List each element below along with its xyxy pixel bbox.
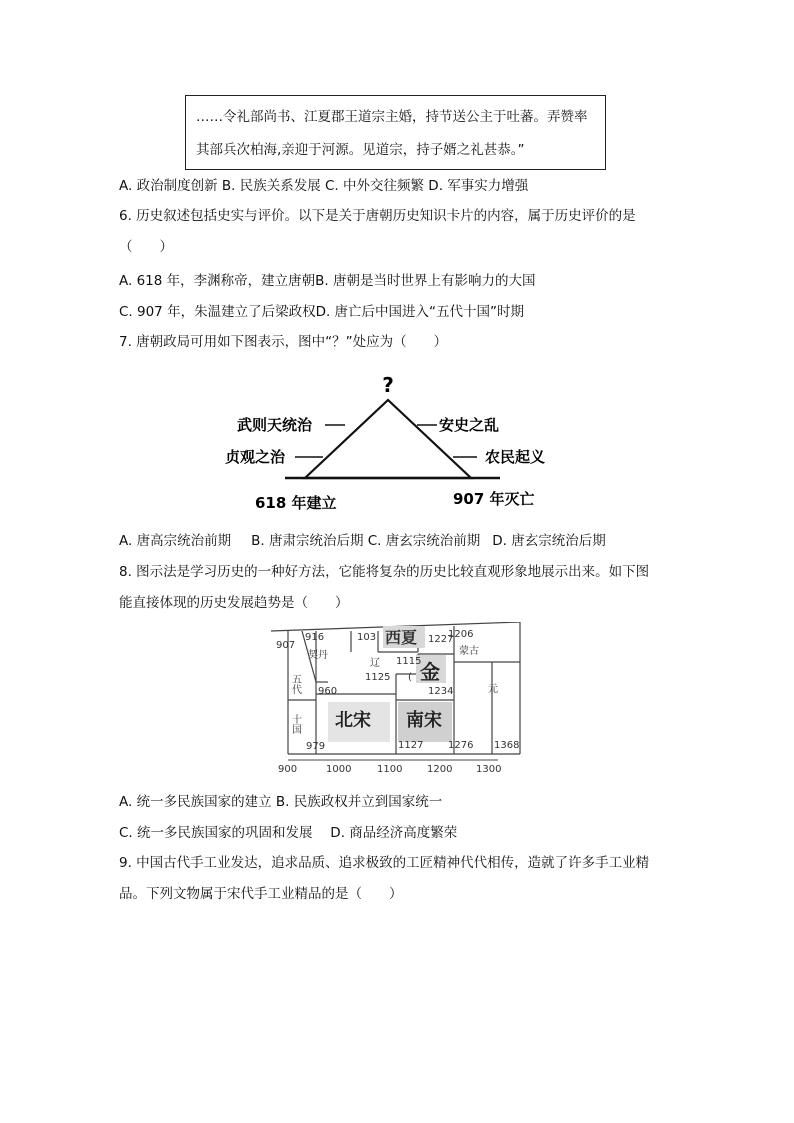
q8-stem-line2: 能直接体现的历史发展趋势是（ ） (119, 595, 349, 611)
q9-stem-line1: 9. 中国古代手工业发达，追求品质、追求极致的工匠精神代代相传，造就了许多手工业精 (119, 855, 650, 871)
timeline-label-1127: 1127 (398, 740, 424, 751)
q7-option-bc: B. 唐肃宗统治后期 C. 唐玄宗统治前期 (251, 533, 481, 549)
label-start-618: 618 年建立 (255, 494, 337, 512)
triangle-top-question: ? (382, 373, 394, 397)
label-anshi: 安史之乱 (439, 416, 500, 434)
timeline-label-liao: 辽 (370, 658, 380, 669)
timeline-label-1125: 1125 (365, 672, 391, 683)
timeline-label-beisong: 北宋 (335, 710, 371, 731)
tang-politics-triangle-figure (225, 370, 565, 520)
q5-options: A. 政治制度创新 B. 民族关系发展 C. 中外交往频繁 D. 军事实力增强 (119, 178, 529, 194)
timeline-label-960: 960 (318, 686, 338, 697)
q7-stem: 7. 唐朝政局可用如下图表示，图中“？”处应为（ ） (119, 334, 448, 350)
timeline-label-menggu: 蒙古 (459, 646, 479, 657)
timeline-label-wudai: 五代 (289, 674, 301, 694)
axis-tick-900: 900 (278, 764, 298, 775)
quote-line-1: ……令礼部尚书、江夏郡王道宗主婚，持节送公主于吐蕃。弄赞率 (196, 109, 588, 125)
timeline-label-yuan: 元 (488, 684, 498, 695)
quote-box (185, 95, 606, 170)
q7-options (119, 532, 606, 550)
timeline-label-907: 907 (276, 640, 296, 651)
q8-options-line2: C. 统一多民族国家的巩固和发展 D. 商品经济高度繁荣 (119, 825, 458, 841)
axis-tick-1300: 1300 (476, 764, 502, 775)
timeline-label-paren: ( (408, 672, 412, 683)
label-nongmin: 农民起义 (485, 448, 546, 466)
axis-tick-1100: 1100 (377, 764, 403, 775)
timeline-label-xixia: 西夏 (385, 628, 418, 647)
timeline-label-1368: 1368 (494, 740, 520, 751)
label-wuzetian: 武则天统治 (237, 416, 313, 434)
axis-tick-1000: 1000 (326, 764, 352, 775)
timeline-label-nansong: 南宋 (406, 710, 442, 731)
label-end-907: 907 年灭亡 (453, 490, 535, 508)
timeline-label-1276: 1276 (448, 740, 474, 751)
q6-stem-line2: （ ） (119, 239, 173, 255)
q9-stem-line2: 品。下列文物属于宋代手工业精品的是（ ） (119, 886, 403, 902)
timeline-label-shiguo: 十国 (289, 714, 301, 734)
q7-option-a: A. 唐高宗统治前期 (119, 533, 232, 549)
timeline-label-1115: 1115 (396, 656, 422, 667)
timeline-label-979: 979 (306, 741, 326, 752)
timeline-label-jin: 金 (420, 660, 440, 684)
q7-option-d: D. 唐玄宗统治后期 (492, 533, 606, 549)
timeline-label-1206: 1206 (448, 629, 474, 640)
timeline-label-1227: 1227 (428, 634, 454, 645)
timeline-label-1234: 1234 (428, 686, 454, 697)
timeline-label-qidan: 契丹 (308, 650, 328, 661)
q6-stem-line1: 6. 历史叙述包括史实与评价。以下是关于唐朝历史知识卡片的内容，属于历史评价的是 (119, 208, 636, 224)
q8-options-line1: A. 统一多民族国家的建立 B. 民族政权并立到国家统一 (119, 794, 443, 810)
regime-timeline-figure (268, 622, 528, 777)
q8-stem-line1: 8. 图示法是学习历史的一种好方法，它能将复杂的历史比较直观形象地展示出来。如下图 (119, 564, 650, 580)
timeline-label-103: 103 (357, 632, 377, 643)
quote-line-2: 其部兵次柏海,亲迎于河源。见道宗，持子婿之礼甚恭。” (196, 142, 525, 158)
axis-tick-1200: 1200 (427, 764, 453, 775)
timeline-label-916: 916 (305, 632, 325, 643)
label-zhenguan: 贞观之治 (225, 448, 286, 466)
q6-options-line2: C. 907 年，朱温建立了后梁政权D. 唐亡后中国进入“五代十国”时期 (119, 304, 525, 320)
q6-options-line1: A. 618 年，李渊称帝，建立唐朝B. 唐朝是当时世界上有影响力的大国 (119, 273, 536, 289)
